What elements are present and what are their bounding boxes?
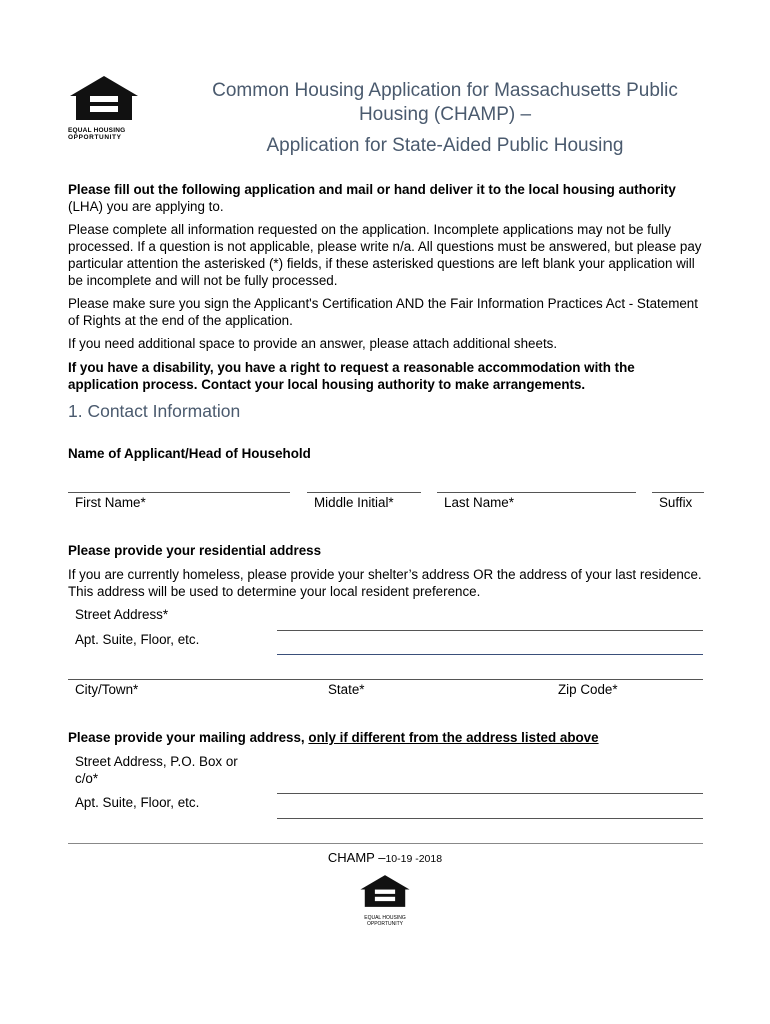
intro-p1: [68, 181, 708, 215]
street-address-field[interactable]: [277, 630, 703, 631]
intro-p1-bold: Please fill out the following application and mail or hand deliver it to the local housing authority: [68, 182, 676, 197]
footer-logo-text-top: EQUAL HOUSING: [364, 915, 406, 921]
apt-field[interactable]: [277, 654, 703, 655]
street-address-label: Street Address*: [75, 607, 169, 622]
house-icon: [68, 74, 140, 122]
mail-street-label: Street Address, P.O. Box or c/o*: [75, 754, 238, 786]
residential-heading: Please provide your residential address: [68, 543, 322, 558]
suffix-field[interactable]: [652, 492, 704, 493]
mailing-heading: [68, 729, 708, 746]
state-label: State*: [328, 682, 365, 697]
name-heading: Name of Applicant/Head of Household: [68, 446, 311, 461]
doc-subtitle: Application for State-Aided Public Housing: [266, 135, 624, 156]
footer-logo-text-bottom: OPPORTUNITY: [366, 921, 404, 927]
mail-street-field[interactable]: [277, 793, 703, 794]
residential-note: If you are currently homeless, please provide your shelter’s address OR the address of your last residence. This address will be used to determine your local resident preference.: [68, 567, 702, 599]
last-name-field[interactable]: [437, 492, 636, 493]
mailing-heading-text: Please provide your mailing address,: [68, 730, 309, 745]
apt-label: Apt. Suite, Floor, etc.: [75, 632, 200, 647]
footer-code-date: 10-19 -2018: [385, 853, 443, 865]
mail-apt-field[interactable]: [277, 818, 703, 819]
middle-initial-field[interactable]: [307, 492, 421, 493]
doc-title-line2: Housing (CHAMP) –: [358, 104, 532, 125]
last-name-label: Last Name*: [444, 495, 514, 510]
logo-text-bottom: OPPORTUNITY: [68, 134, 122, 141]
middle-initial-label: Middle Initial*: [314, 495, 394, 510]
intro-p3: Please make sure you sign the Applicant's Certification AND the Fair Information Practices Act - Statement of Rights at the end of the application.: [68, 296, 698, 328]
zip-label: Zip Code*: [558, 682, 618, 697]
section-heading-contact: 1. Contact Information: [68, 401, 241, 421]
logo-text-top: EQUAL HOUSING: [68, 127, 126, 134]
footer-house-icon: [359, 872, 411, 910]
equal-housing-logo: [68, 74, 140, 141]
mailing-heading-underlined: only if different from the address listed above: [308, 730, 599, 745]
first-name-field[interactable]: [68, 492, 290, 493]
city-state-zip-field[interactable]: [68, 679, 703, 680]
intro-p5: If you have a disability, you have a right to request a reasonable accommodation with the application process. Contact your local housing authority to make arrangements.: [68, 360, 635, 392]
intro-p4: If you need additional space to provide an answer, please attach additional sheets.: [68, 336, 558, 351]
suffix-label: Suffix: [659, 495, 693, 510]
first-name-label: First Name*: [75, 495, 146, 510]
footer-equal-housing-logo: [359, 872, 411, 930]
doc-title-line1: Common Housing Application for Massachusetts Public: [212, 80, 678, 101]
footer-divider: [68, 843, 703, 844]
intro-p2: Please complete all information requested on the application. Incomplete applications may not be fully processed. If a question is not applicable, please write n/a. All questions must be answered, but please pay particular attention the asterisked (*) fields, if these asterisked questions are left blank your application will be incomplete and will not be fully processed.: [68, 222, 702, 288]
footer-code-main: CHAMP –: [327, 850, 386, 865]
footer-code: [0, 850, 770, 865]
intro-p1-rest: (LHA) you are applying to.: [68, 199, 224, 214]
city-label: City/Town*: [75, 682, 139, 697]
mail-apt-label: Apt. Suite, Floor, etc.: [75, 795, 200, 810]
